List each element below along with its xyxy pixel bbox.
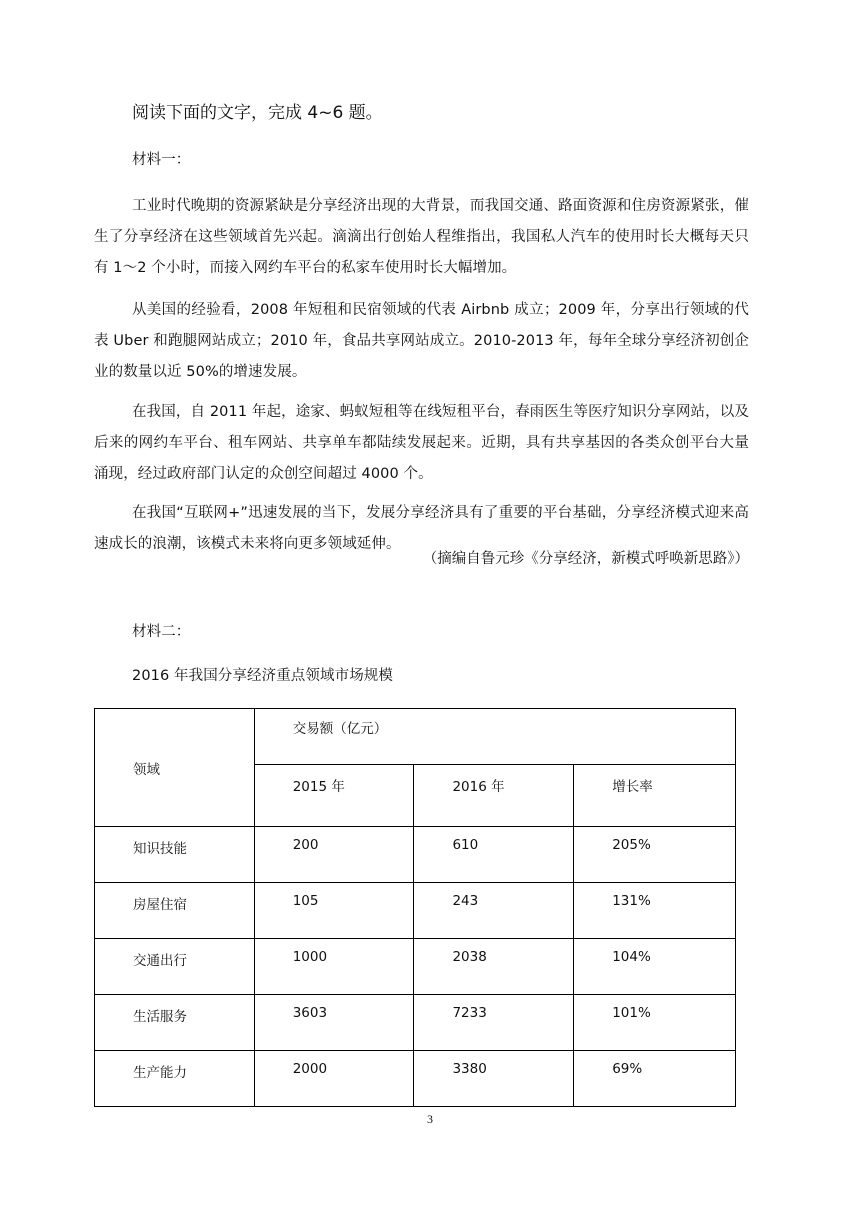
growth-cell: 101% xyxy=(574,995,736,1051)
table-row xyxy=(95,883,736,939)
domain-header-cell: 领域 xyxy=(95,709,255,827)
material-two-label: 材料二： xyxy=(132,624,191,640)
value-2016-cell: 243 xyxy=(414,883,574,939)
table-row xyxy=(95,995,736,1051)
growth-cell: 131% xyxy=(574,883,736,939)
value-2016-cell: 2038 xyxy=(414,939,574,995)
growth-rate-header: 增长率 xyxy=(574,765,736,827)
material-one-paragraph-4: 在我国“互联网+”迅速发展的当下，发展分享经济具有了重要的平台基础，分享经济模式迎来高速成长的浪潮，该模式未来将向更多领域延伸。 xyxy=(94,505,749,552)
table-header-row xyxy=(95,709,736,765)
value-2015-cell: 3603 xyxy=(254,995,414,1051)
value-2015-cell: 1000 xyxy=(254,939,414,995)
domain-cell: 交通出行 xyxy=(95,939,255,995)
year-2015-header: 2015 年 xyxy=(254,765,414,827)
market-size-table xyxy=(94,708,736,1107)
page-number: 3 xyxy=(427,1112,433,1126)
domain-cell: 知识技能 xyxy=(95,827,255,883)
table-row xyxy=(95,827,736,883)
material-one-paragraph-2: 从美国的经验看，2008 年短租和民宿领域的代表 Airbnb 成立；2009 年，分享出行领域的代表 Uber 和跑腿网站成立；2010 年，食品共享网站成立。2010-2013 年，每年全球分享经济初创企业的数量以近 50%的增速发展。 xyxy=(94,302,749,380)
material-one-label: 材料一： xyxy=(132,152,191,168)
material-one-paragraph-3: 在我国，自 2011 年起，途家、蚂蚁短租等在线短租平台，春雨医生等医疗知识分享网站，以及后来的网约车平台、租车网站、共享单车都陆续发展起来。近期，具有共享基因的各类众创平台大量涌现，经过政府部门认定的众创空间超过 4000 个。 xyxy=(94,404,749,482)
domain-cell: 生产能力 xyxy=(95,1051,255,1107)
year-2016-header: 2016 年 xyxy=(414,765,574,827)
growth-cell: 104% xyxy=(574,939,736,995)
value-2015-cell: 2000 xyxy=(254,1051,414,1107)
domain-cell: 房屋住宿 xyxy=(95,883,255,939)
table-row xyxy=(95,1051,736,1107)
growth-cell: 69% xyxy=(574,1051,736,1107)
value-2015-cell: 200 xyxy=(254,827,414,883)
material-one-paragraph-1: 工业时代晚期的资源紧缺是分享经济出现的大背景，而我国交通、路面资源和住房资源紧张，催生了分享经济在这些领域首先兴起。滴滴出行创始人程维指出，我国私人汽车的使用时长大概每天只有 1～2 个小时，而接入网约车平台的私家车使用时长大幅增加。 xyxy=(94,198,749,276)
table-title: 2016 年我国分享经济重点领域市场规模 xyxy=(132,668,394,684)
value-2015-cell: 105 xyxy=(254,883,414,939)
source-citation: （摘编自鲁元珍《分享经济，新模式呼唤新思路》） xyxy=(422,551,749,567)
question-heading: 阅读下面的文字，完成 4~6 题。 xyxy=(132,103,383,123)
transaction-header-cell: 交易额（亿元） xyxy=(254,709,735,765)
growth-cell: 205% xyxy=(574,827,736,883)
table-row xyxy=(95,939,736,995)
value-2016-cell: 7233 xyxy=(414,995,574,1051)
domain-cell: 生活服务 xyxy=(95,995,255,1051)
value-2016-cell: 610 xyxy=(414,827,574,883)
value-2016-cell: 3380 xyxy=(414,1051,574,1107)
